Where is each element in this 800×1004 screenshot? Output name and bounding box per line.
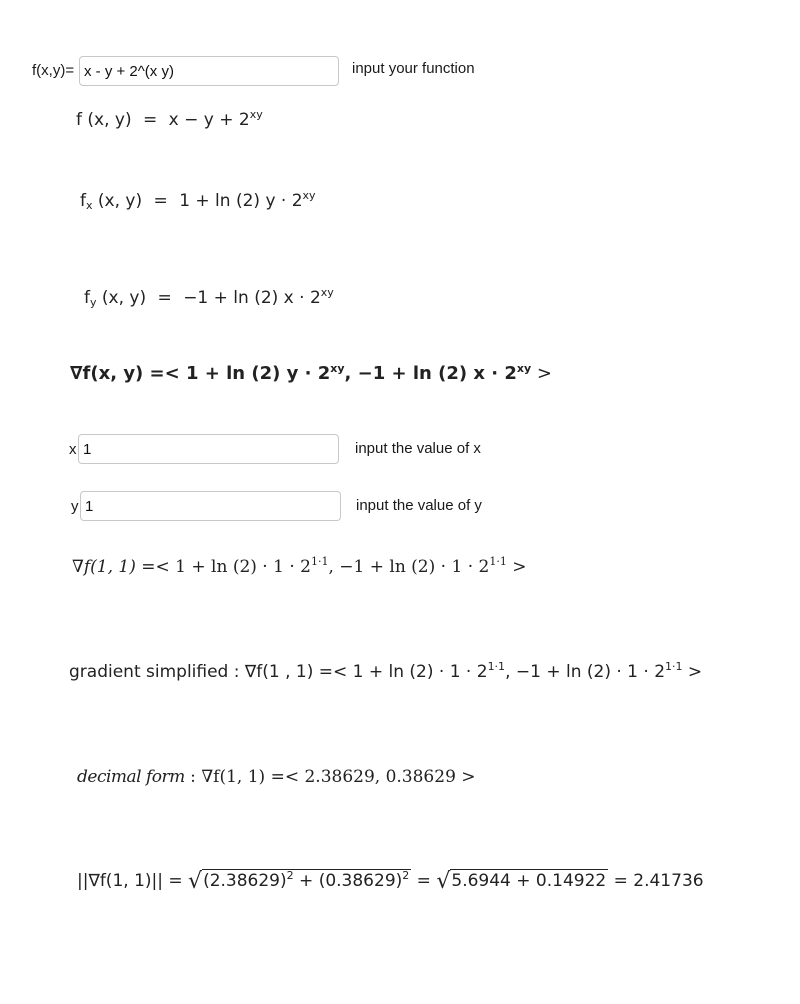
gradient-simplified-close: >	[682, 662, 703, 682]
gradient-simplified-y-exponent: 1·1	[665, 660, 683, 673]
magnitude-result: = 2.41736	[608, 871, 704, 891]
partial-y-display	[84, 288, 334, 308]
decimal-form-display	[77, 767, 476, 787]
gradient-display	[70, 363, 552, 384]
partial-y-name: f	[84, 288, 90, 308]
gradient-simplified-prefix: gradient simplified : ∇f(1 , 1) =<	[69, 662, 348, 682]
partial-y-exponent: xy	[320, 286, 334, 299]
gradient-evaluated-y: , −1 + ln (2) · 1 · 2	[328, 557, 490, 577]
partial-x-display	[80, 191, 316, 211]
function-rhs-exponent: xy	[249, 108, 263, 121]
gradient-simplified-x: 1 + ln (2) · 1 · 2	[347, 662, 488, 682]
decimal-form-label: decimal form	[77, 767, 185, 787]
gradient-simplified-y: , −1 + ln (2) · 1 · 2	[505, 662, 666, 682]
gradient-component-x: 1 + ln (2) y · 2	[179, 363, 331, 384]
partial-y-args: (x, y)	[101, 288, 147, 308]
y-label: y	[71, 498, 79, 515]
y-value-input[interactable]	[80, 491, 341, 521]
function-display	[76, 110, 263, 130]
partial-x-exponent: xy	[302, 189, 316, 202]
magnitude-radicand-1: $(2.38629)^2 + (0.38629)^2$	[203, 869, 410, 891]
x-hint: input the value of x	[355, 440, 481, 457]
gradient-component-y-exponent: xy	[516, 362, 532, 375]
equals-sign: =	[153, 191, 168, 211]
partial-y-rhs: −1 + ln (2) x · 2	[183, 288, 321, 308]
function-lhs: f (x, y)	[76, 110, 132, 130]
magnitude-eq: =	[411, 871, 431, 891]
gradient-component-x-exponent: xy	[330, 362, 345, 375]
function-label: f(x,y)=	[32, 62, 75, 79]
square-root-icon: √	[188, 869, 203, 894]
gradient-lhs: ∇f(x, y) =<	[70, 363, 180, 384]
equals-sign: =	[157, 288, 172, 308]
partial-x-rhs: 1 + ln (2) y · 2	[179, 191, 303, 211]
decimal-form-value: : ∇f(1, 1) =< 2.38629, 0.38629 >	[184, 767, 476, 787]
gradient-evaluated-x: 1 + ln (2) · 1 · 2	[169, 557, 311, 577]
x-label: x	[69, 441, 77, 458]
function-rhs: x − y + 2	[168, 110, 250, 130]
gradient-simplified-x-exponent: 1·1	[487, 660, 506, 673]
gradient-magnitude-display	[77, 869, 704, 894]
gradient-simplified-display	[69, 662, 702, 682]
gradient-evaluated-y-exponent: 1·1	[489, 555, 507, 568]
partial-x-name: f	[80, 191, 86, 211]
gradient-evaluated-x-exponent: 1·1	[310, 555, 329, 568]
gradient-close: >	[531, 363, 552, 384]
function-hint: input your function	[352, 60, 475, 77]
partial-y-subscript: y	[90, 296, 97, 309]
partial-x-args: (x, y)	[97, 191, 143, 211]
gradient-component-y: , −1 + ln (2) x · 2	[344, 363, 517, 384]
partial-x-subscript: x	[86, 199, 93, 212]
square-root-icon: √	[436, 869, 451, 894]
magnitude-radicand-2: 5.6944 + 0.14922	[451, 871, 607, 891]
x-value-input[interactable]	[78, 434, 339, 464]
function-input[interactable]	[79, 56, 339, 86]
gradient-evaluated-lhs: ∇f(1, 1) =<	[72, 557, 170, 577]
magnitude-lhs: ||∇f(1, 1)|| =	[77, 871, 183, 891]
y-hint: input the value of y	[356, 497, 482, 514]
gradient-evaluated-close: >	[506, 557, 527, 577]
equals-sign: =	[143, 110, 158, 130]
gradient-evaluated-display	[72, 557, 526, 577]
